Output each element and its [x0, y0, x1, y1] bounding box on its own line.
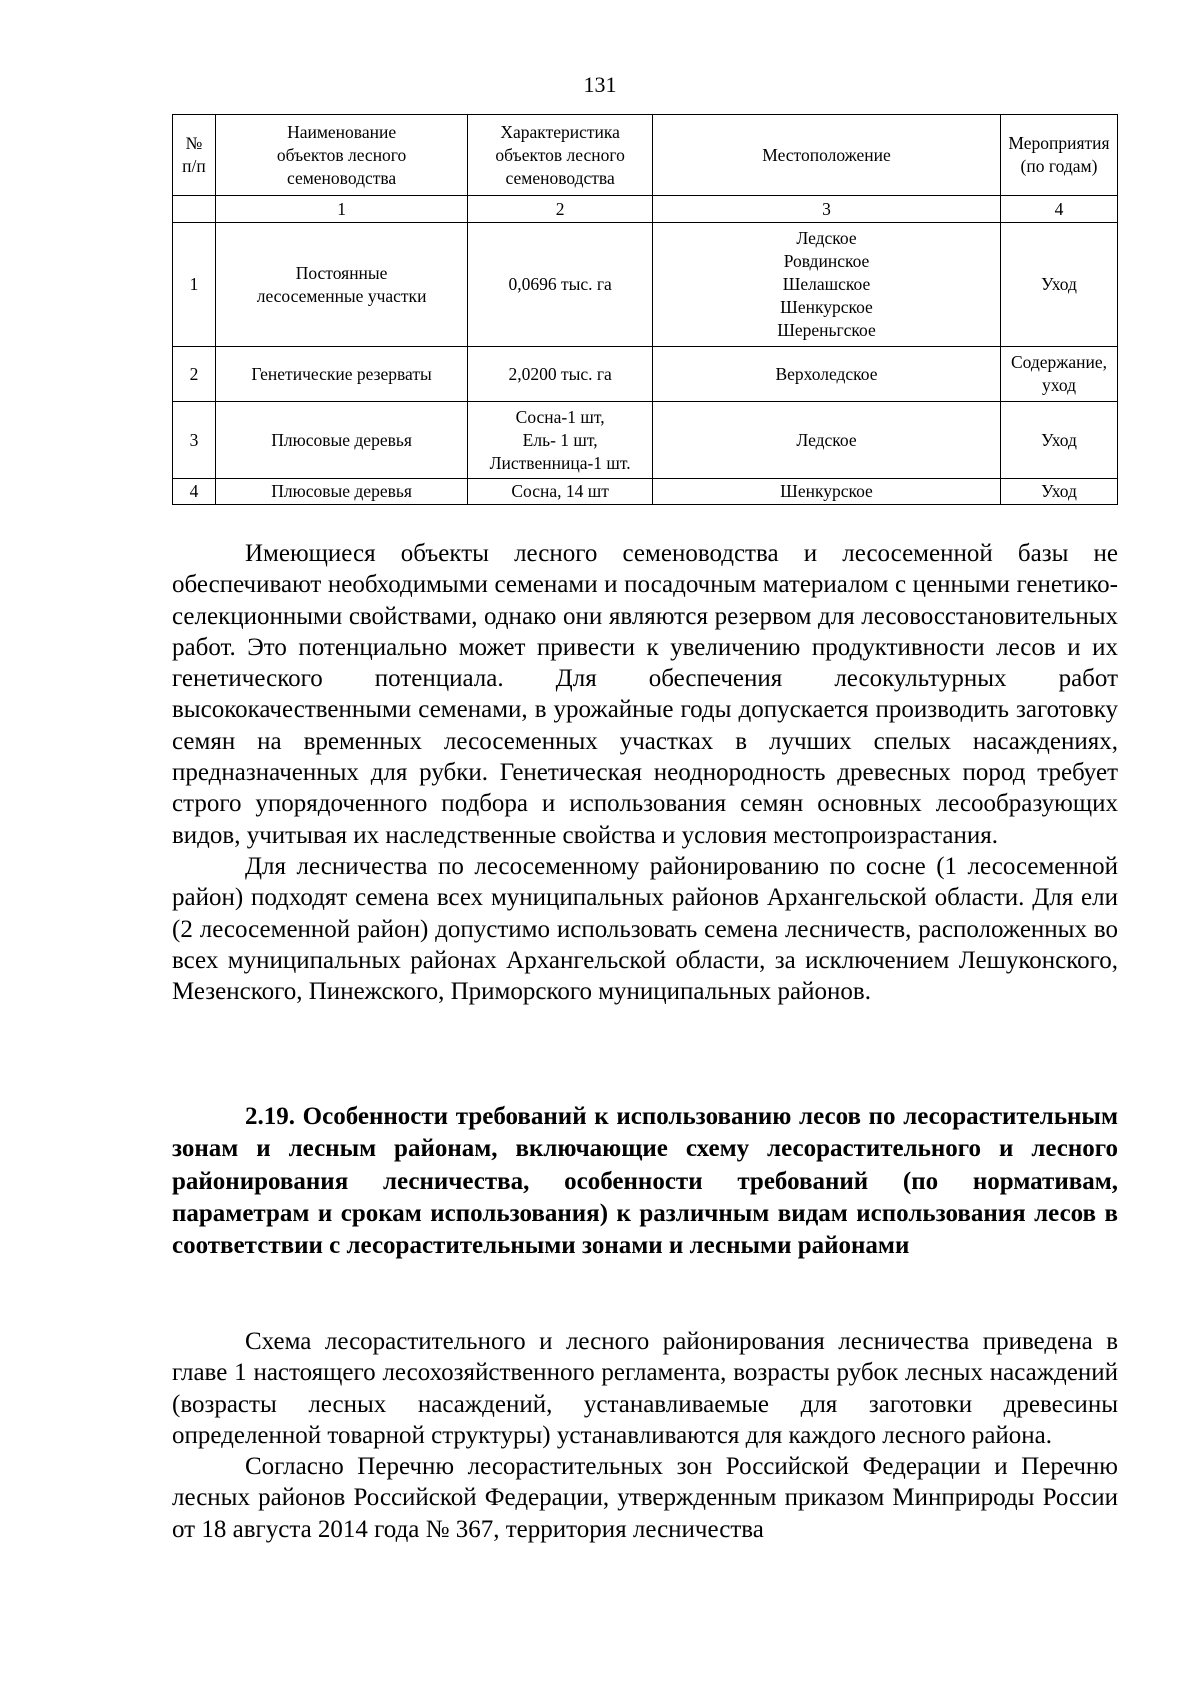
table-row	[173, 479, 1118, 505]
table-row	[173, 223, 1118, 347]
paragraph: Для лесничества по лесосеменному районированию по сосне (1 лесосеменной район) подходят семена всех муниципальных районов Архангельской области. Для ели (2 лесосеменной район) допустимо использовать семена лесничеств, расположенных во всех муниципальных районах Архангельской области, за исключением Лешуконского, Мезенского, Пинежского, Приморского муниципальных районов.	[172, 852, 1118, 1006]
row-characteristic: Сосна, 14 шт	[468, 479, 653, 505]
row-number: 2	[173, 347, 216, 402]
index-cell: 3	[653, 196, 1001, 223]
index-cell: 4	[1001, 196, 1118, 223]
row-activity: Уход	[1001, 402, 1118, 479]
row-number: 3	[173, 402, 216, 479]
row-characteristic: 2,0200 тыс. га	[468, 347, 653, 402]
table-index-row	[173, 196, 1118, 223]
seed-objects-table	[172, 114, 1118, 505]
row-name: Постоянные лесосеменные участки	[215, 223, 467, 347]
row-activity: Уход	[1001, 479, 1118, 505]
index-cell: 1	[215, 196, 467, 223]
row-location: Ледское Ровдинское Шелашское Шенкурское Шереньгское	[653, 223, 1001, 347]
page-number: 131	[583, 72, 617, 97]
body-text-top	[172, 538, 1118, 1007]
row-number: 1	[173, 223, 216, 347]
row-location: Верхоледское	[653, 347, 1001, 402]
table-header-row	[173, 115, 1118, 196]
paragraph: Имеющиеся объекты лесного семеноводства и лесосеменной базы не обеспечивают необходимыми семенами и посадочным материалом с ценными генетико-селекционными свойствами, однако они являются резервом для лесовосстановительных работ. Это потенциально может привести к увеличению продуктивности лесов и их генетического потенциала. Для обеспечения лесокультурных работ высококачественными семенами, в урожайные годы допускается производить заготовку семян на временных лесосеменных участках в лучших спелых насаждениях, предназначенных для рубки. Генетическая неоднородность древесных пород требует строго упорядоченного подбора и использования семян основных лесообразующих видов, учитывая их наследственные свойства и условия местопроизрастания.	[172, 540, 1118, 849]
row-location: Шенкурское	[653, 479, 1001, 505]
paragraph: Согласно Перечню лесорастительных зон Российской Федерации и Перечню лесных районов Российской Федерации, утвержденным приказом Минприроды России от 18 августа 2014 года № 367, территория лесничества	[172, 1453, 1118, 1543]
index-cell: 2	[468, 196, 653, 223]
header-location: Местоположение	[653, 115, 1001, 196]
header-number: № п/п	[173, 115, 216, 196]
row-name: Плюсовые деревья	[215, 402, 467, 479]
table-row	[173, 402, 1118, 479]
header-characteristic: Характеристика объектов лесного семеноводства	[468, 115, 653, 196]
row-activity: Содержание, уход	[1001, 347, 1118, 402]
row-location: Ледское	[653, 402, 1001, 479]
row-characteristic: 0,0696 тыс. га	[468, 223, 653, 347]
row-name: Генетические резерваты	[215, 347, 467, 402]
table-row	[173, 347, 1118, 402]
row-number: 4	[173, 479, 216, 505]
row-characteristic: Сосна-1 шт, Ель- 1 шт, Лиственница-1 шт.	[468, 402, 653, 479]
paragraph: Схема лесорастительного и лесного районирования лесничества приведена в главе 1 настоящего лесохозяйственного регламента, возрасты рубок лесных насаждений (возрасты лесных насаждений, устанавливаемые для заготовки древесины определенной товарной структуры) устанавливаются для каждого лесного района.	[172, 1328, 1118, 1449]
header-name: Наименование объектов лесного семеноводства	[215, 115, 467, 196]
section-heading: 2.19. Особенности требований к использованию лесов по лесорастительным зонам и лесным районам, включающие схему лесорастительного и лесного районирования лесничества, особенности требований (по нормативам, параметрам и срокам использования) к различным видам использования лесов в соответствии с лесорастительными зонами и лесными районами	[172, 1103, 1118, 1260]
header-activities: Мероприятия (по годам)	[1001, 115, 1118, 196]
row-activity: Уход	[1001, 223, 1118, 347]
body-text-bottom	[172, 1326, 1118, 1545]
row-name: Плюсовые деревья	[215, 479, 467, 505]
index-cell	[173, 196, 216, 223]
